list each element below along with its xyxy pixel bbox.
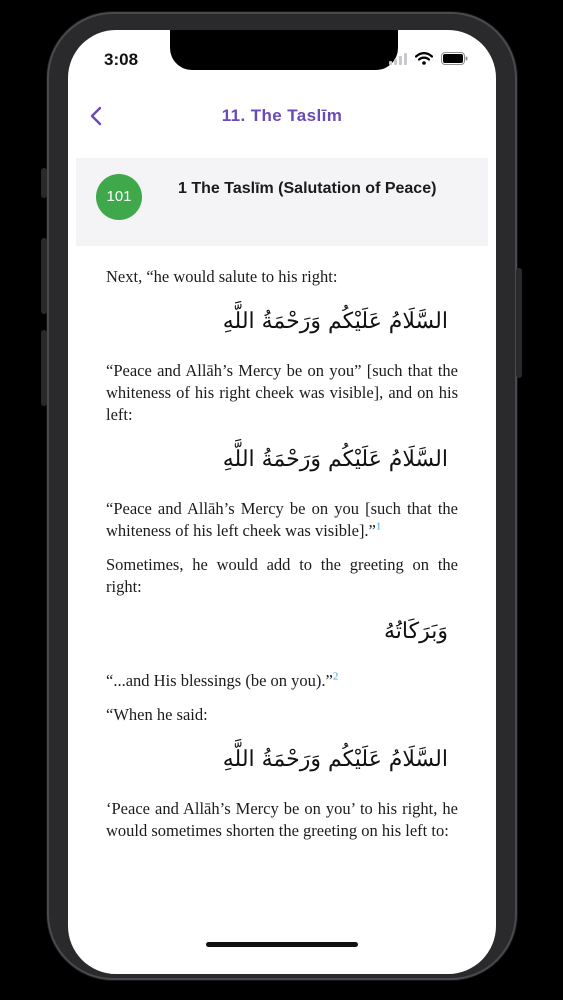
arabic-text: السَّلَامُ عَلَيْكُم وَرَحْمَةُ اللَّهِ: [222, 747, 448, 772]
page-title: 11. The Taslīm: [221, 106, 343, 125]
footnote-link[interactable]: 1: [375, 520, 382, 533]
paragraph-text: “When he said:: [106, 705, 208, 724]
paragraph: [106, 498, 458, 542]
screen: [68, 30, 496, 974]
paragraph-text: “...and His blessings (be on you).”: [106, 671, 333, 690]
status-time: 3:08: [104, 50, 139, 69]
cellular-signal-icon: [389, 53, 407, 65]
arabic-text: السَّلَامُ عَلَيْكُم وَرَحْمَةُ اللَّهِ: [222, 309, 448, 334]
power-button: [516, 268, 522, 378]
mute-switch: [41, 168, 47, 198]
paragraph: [106, 360, 458, 426]
paragraph: [106, 266, 458, 288]
chapter-header: [76, 158, 488, 246]
paragraph-text: “Peace and Allāh’s Mercy be on you” [such that the whiteness of his right cheek was visible], and on his left:: [106, 361, 458, 424]
arabic-text: وَبَرَكَاتُهُ: [384, 619, 448, 644]
home-indicator[interactable]: [206, 942, 358, 947]
paragraph-text: Sometimes, he would add to the greeting on the right:: [106, 555, 458, 596]
paragraph: [106, 704, 458, 726]
status-icons: [389, 52, 468, 65]
paragraph: [106, 554, 458, 598]
volume-down-button: [41, 330, 47, 406]
notch: [170, 30, 398, 70]
paragraph: [106, 798, 458, 842]
paragraph-text: “Peace and Allāh’s Mercy be on you [such that the whiteness of his left cheek was visible].”: [106, 499, 458, 540]
wifi-icon: [415, 52, 433, 65]
reading-content: [106, 266, 458, 854]
footnote-link[interactable]: 2: [332, 670, 339, 683]
arabic-text: السَّلَامُ عَلَيْكُم وَرَحْمَةُ اللَّهِ: [222, 447, 448, 472]
chapter-title: 1 The Taslīm (Salutation of Peace): [178, 180, 437, 197]
volume-up-button: [41, 238, 47, 314]
battery-icon: [441, 52, 468, 65]
navigation-bar: [68, 96, 496, 140]
paragraph: [106, 670, 458, 692]
chapter-number-badge: 101: [96, 174, 142, 220]
paragraph-text: Next, “he would salute to his right:: [106, 267, 338, 286]
paragraph-text: ‘Peace and Allāh’s Mercy be on you’ to his right, he would sometimes shorten the greeting on his left to:: [106, 799, 458, 840]
